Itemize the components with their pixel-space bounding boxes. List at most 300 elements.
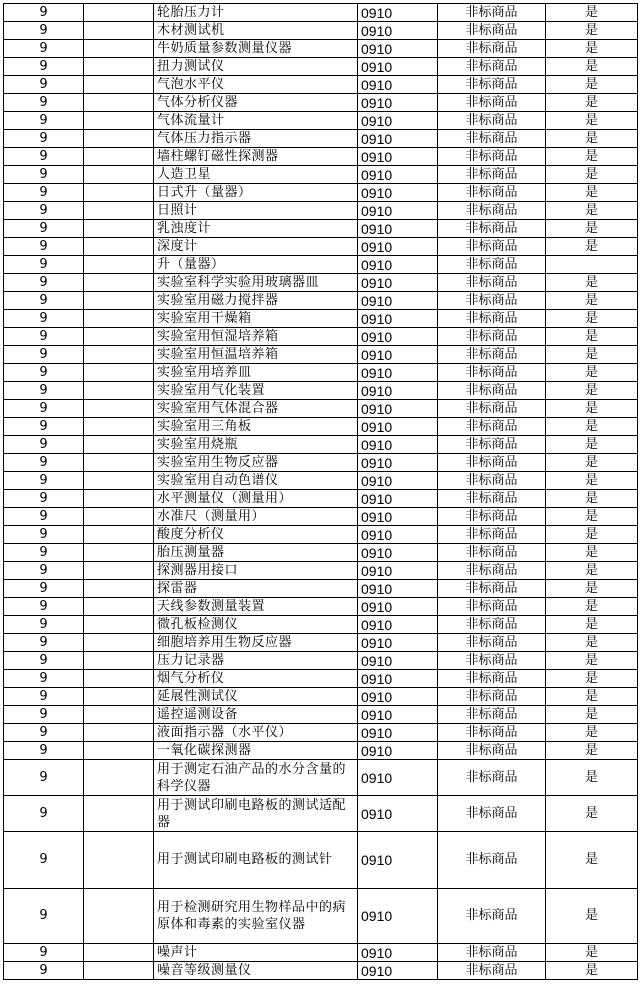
table-row [4, 832, 638, 889]
blank-cell [84, 202, 154, 220]
blank-cell [84, 382, 154, 400]
flag-cell [546, 256, 638, 274]
product-name-cell: 实验室用自动色谱仪 [154, 472, 358, 490]
blank-cell [84, 346, 154, 364]
class-code-cell: 0910 [358, 130, 438, 148]
product-type-cell: 非标商品 [438, 670, 546, 688]
flag-cell: 是 [546, 418, 638, 436]
category-number-cell: 9 [4, 94, 84, 112]
product-type-cell: 非标商品 [438, 184, 546, 202]
blank-cell [84, 400, 154, 418]
category-number-cell: 9 [4, 148, 84, 166]
flag-cell: 是 [546, 688, 638, 706]
blank-cell [84, 328, 154, 346]
product-name-cell: 日照计 [154, 202, 358, 220]
blank-cell [84, 796, 154, 832]
flag-cell: 是 [546, 166, 638, 184]
product-type-cell: 非标商品 [438, 490, 546, 508]
product-name-cell: 气泡水平仪 [154, 76, 358, 94]
class-code-cell: 0910 [358, 256, 438, 274]
product-name-cell: 扭力测试仪 [154, 58, 358, 76]
blank-cell [84, 4, 154, 22]
category-number-cell: 9 [4, 634, 84, 652]
category-number-cell: 9 [4, 688, 84, 706]
product-name-cell: 探雷器 [154, 580, 358, 598]
class-code-cell: 0910 [358, 742, 438, 760]
product-name-cell: 用于检测研究用生物样品中的病原体和毒素的实验室仪器 [154, 889, 358, 944]
table-row [4, 58, 638, 76]
category-number-cell: 9 [4, 454, 84, 472]
category-number-cell: 9 [4, 292, 84, 310]
product-type-cell: 非标商品 [438, 94, 546, 112]
category-number-cell: 9 [4, 580, 84, 598]
product-name-cell: 实验室用干燥箱 [154, 310, 358, 328]
blank-cell [84, 454, 154, 472]
class-code-cell: 0910 [358, 220, 438, 238]
product-name-cell: 气体压力指示器 [154, 130, 358, 148]
flag-cell: 是 [546, 238, 638, 256]
table-row [4, 688, 638, 706]
class-code-cell: 0910 [358, 706, 438, 724]
table-row [4, 364, 638, 382]
flag-cell: 是 [546, 94, 638, 112]
product-name-cell: 烟气分析仪 [154, 670, 358, 688]
table-row [4, 652, 638, 670]
product-type-cell: 非标商品 [438, 4, 546, 22]
flag-cell: 是 [546, 634, 638, 652]
product-type-cell: 非标商品 [438, 508, 546, 526]
product-name-cell: 实验室科学实验用玻璃器皿 [154, 274, 358, 292]
blank-cell [84, 418, 154, 436]
class-code-cell: 0910 [358, 94, 438, 112]
class-code-cell: 0910 [358, 202, 438, 220]
blank-cell [84, 220, 154, 238]
category-number-cell: 9 [4, 4, 84, 22]
product-name-cell: 乳浊度计 [154, 220, 358, 238]
product-type-cell: 非标商品 [438, 382, 546, 400]
product-name-cell: 液面指示器（水平仪） [154, 724, 358, 742]
class-code-cell: 0910 [358, 562, 438, 580]
table-row [4, 418, 638, 436]
class-code-cell: 0910 [358, 328, 438, 346]
category-number-cell: 9 [4, 832, 84, 889]
blank-cell [84, 130, 154, 148]
blank-cell [84, 472, 154, 490]
product-type-cell: 非标商品 [438, 130, 546, 148]
class-code-cell: 0910 [358, 634, 438, 652]
category-number-cell: 9 [4, 796, 84, 832]
blank-cell [84, 944, 154, 962]
category-number-cell: 9 [4, 130, 84, 148]
class-code-cell: 0910 [358, 274, 438, 292]
flag-cell: 是 [546, 616, 638, 634]
flag-cell: 是 [546, 832, 638, 889]
blank-cell [84, 760, 154, 796]
product-name-cell: 实验室用磁力搅拌器 [154, 292, 358, 310]
class-code-cell: 0910 [358, 418, 438, 436]
category-number-cell: 9 [4, 490, 84, 508]
table-row [4, 94, 638, 112]
flag-cell: 是 [546, 706, 638, 724]
blank-cell [84, 508, 154, 526]
product-name-cell: 实验室用生物反应器 [154, 454, 358, 472]
class-code-cell: 0910 [358, 616, 438, 634]
table-row [4, 472, 638, 490]
category-number-cell: 9 [4, 220, 84, 238]
product-type-cell: 非标商品 [438, 944, 546, 962]
flag-cell: 是 [546, 274, 638, 292]
flag-cell: 是 [546, 724, 638, 742]
flag-cell: 是 [546, 364, 638, 382]
class-code-cell: 0910 [358, 598, 438, 616]
category-number-cell: 9 [4, 310, 84, 328]
table-row [4, 634, 638, 652]
flag-cell: 是 [546, 220, 638, 238]
category-number-cell: 9 [4, 58, 84, 76]
table-row [4, 76, 638, 94]
table-row [4, 40, 638, 58]
class-code-cell: 0910 [358, 76, 438, 94]
blank-cell [84, 562, 154, 580]
flag-cell: 是 [546, 328, 638, 346]
category-number-cell: 9 [4, 616, 84, 634]
category-number-cell: 9 [4, 202, 84, 220]
category-number-cell: 9 [4, 418, 84, 436]
table-row [4, 238, 638, 256]
class-code-cell: 0910 [358, 238, 438, 256]
category-number-cell: 9 [4, 944, 84, 962]
flag-cell: 是 [546, 130, 638, 148]
table-row [4, 760, 638, 796]
product-type-cell: 非标商品 [438, 562, 546, 580]
category-number-cell: 9 [4, 274, 84, 292]
table-row [4, 562, 638, 580]
product-type-cell: 非标商品 [438, 706, 546, 724]
blank-cell [84, 94, 154, 112]
class-code-cell: 0910 [358, 148, 438, 166]
product-name-cell: 细胞培养用生物反应器 [154, 634, 358, 652]
flag-cell: 是 [546, 148, 638, 166]
flag-cell: 是 [546, 58, 638, 76]
class-code-cell: 0910 [358, 436, 438, 454]
blank-cell [84, 652, 154, 670]
product-type-cell: 非标商品 [438, 634, 546, 652]
product-name-cell: 气体流量计 [154, 112, 358, 130]
flag-cell: 是 [546, 310, 638, 328]
product-type-cell: 非标商品 [438, 760, 546, 796]
class-code-cell: 0910 [358, 670, 438, 688]
class-code-cell: 0910 [358, 944, 438, 962]
product-type-cell: 非标商品 [438, 310, 546, 328]
product-classification-table [3, 3, 638, 980]
product-type-cell: 非标商品 [438, 418, 546, 436]
flag-cell: 是 [546, 400, 638, 418]
class-code-cell: 0910 [358, 760, 438, 796]
category-number-cell: 9 [4, 166, 84, 184]
blank-cell [84, 526, 154, 544]
class-code-cell: 0910 [358, 962, 438, 980]
blank-cell [84, 742, 154, 760]
blank-cell [84, 112, 154, 130]
blank-cell [84, 364, 154, 382]
class-code-cell: 0910 [358, 4, 438, 22]
product-type-cell: 非标商品 [438, 544, 546, 562]
table-row [4, 598, 638, 616]
product-name-cell: 木材测试机 [154, 22, 358, 40]
category-number-cell: 9 [4, 526, 84, 544]
table-row [4, 490, 638, 508]
class-code-cell: 0910 [358, 796, 438, 832]
class-code-cell: 0910 [358, 580, 438, 598]
product-type-cell: 非标商品 [438, 962, 546, 980]
blank-cell [84, 436, 154, 454]
table-row [4, 889, 638, 944]
product-name-cell: 实验室用恒温培养箱 [154, 346, 358, 364]
flag-cell: 是 [546, 22, 638, 40]
product-name-cell: 用于测试印刷电路板的测试适配器 [154, 796, 358, 832]
product-name-cell: 压力记录器 [154, 652, 358, 670]
blank-cell [84, 670, 154, 688]
flag-cell: 是 [546, 889, 638, 944]
flag-cell: 是 [546, 436, 638, 454]
product-name-cell: 遥控遥测设备 [154, 706, 358, 724]
table-row [4, 130, 638, 148]
class-code-cell: 0910 [358, 652, 438, 670]
category-number-cell: 9 [4, 742, 84, 760]
table-row [4, 796, 638, 832]
class-code-cell: 0910 [358, 508, 438, 526]
flag-cell: 是 [546, 670, 638, 688]
product-name-cell: 人造卫星 [154, 166, 358, 184]
product-type-cell: 非标商品 [438, 274, 546, 292]
product-type-cell: 非标商品 [438, 202, 546, 220]
product-type-cell: 非标商品 [438, 616, 546, 634]
product-name-cell: 一氧化碳探测器 [154, 742, 358, 760]
blank-cell [84, 544, 154, 562]
flag-cell: 是 [546, 454, 638, 472]
category-number-cell: 9 [4, 724, 84, 742]
table-row [4, 436, 638, 454]
category-number-cell: 9 [4, 598, 84, 616]
product-type-cell: 非标商品 [438, 364, 546, 382]
category-number-cell: 9 [4, 328, 84, 346]
flag-cell: 是 [546, 742, 638, 760]
table-row [4, 944, 638, 962]
class-code-cell: 0910 [358, 526, 438, 544]
blank-cell [84, 238, 154, 256]
class-code-cell: 0910 [358, 292, 438, 310]
product-name-cell: 升（量器） [154, 256, 358, 274]
product-type-cell: 非标商品 [438, 328, 546, 346]
blank-cell [84, 598, 154, 616]
flag-cell: 是 [546, 944, 638, 962]
flag-cell: 是 [546, 382, 638, 400]
table-row [4, 22, 638, 40]
table-row [4, 706, 638, 724]
class-code-cell: 0910 [358, 22, 438, 40]
product-name-cell: 实验室用气体混合器 [154, 400, 358, 418]
product-type-cell: 非标商品 [438, 454, 546, 472]
product-type-cell: 非标商品 [438, 742, 546, 760]
category-number-cell: 9 [4, 706, 84, 724]
product-type-cell: 非标商品 [438, 238, 546, 256]
product-type-cell: 非标商品 [438, 832, 546, 889]
blank-cell [84, 616, 154, 634]
category-number-cell: 9 [4, 184, 84, 202]
flag-cell: 是 [546, 202, 638, 220]
blank-cell [84, 292, 154, 310]
product-type-cell: 非标商品 [438, 436, 546, 454]
flag-cell: 是 [546, 292, 638, 310]
class-code-cell: 0910 [358, 724, 438, 742]
product-name-cell: 实验室用培养皿 [154, 364, 358, 382]
table-row [4, 292, 638, 310]
class-code-cell: 0910 [358, 310, 438, 328]
table-row [4, 580, 638, 598]
flag-cell: 是 [546, 4, 638, 22]
category-number-cell: 9 [4, 238, 84, 256]
table-row [4, 328, 638, 346]
class-code-cell: 0910 [358, 454, 438, 472]
product-type-cell: 非标商品 [438, 58, 546, 76]
class-code-cell: 0910 [358, 472, 438, 490]
table-row [4, 544, 638, 562]
category-number-cell: 9 [4, 508, 84, 526]
blank-cell [84, 634, 154, 652]
category-number-cell: 9 [4, 400, 84, 418]
product-name-cell: 用于测试印刷电路板的测试针 [154, 832, 358, 889]
flag-cell: 是 [546, 76, 638, 94]
product-type-cell: 非标商品 [438, 472, 546, 490]
category-number-cell: 9 [4, 962, 84, 980]
flag-cell: 是 [546, 346, 638, 364]
product-name-cell: 胎压测量器 [154, 544, 358, 562]
table-row [4, 724, 638, 742]
class-code-cell: 0910 [358, 544, 438, 562]
table-row [4, 616, 638, 634]
category-number-cell: 9 [4, 40, 84, 58]
class-code-cell: 0910 [358, 688, 438, 706]
blank-cell [84, 724, 154, 742]
product-type-cell: 非标商品 [438, 598, 546, 616]
class-code-cell: 0910 [358, 832, 438, 889]
flag-cell: 是 [546, 652, 638, 670]
flag-cell: 是 [546, 760, 638, 796]
flag-cell: 是 [546, 472, 638, 490]
product-type-cell: 非标商品 [438, 652, 546, 670]
category-number-cell: 9 [4, 760, 84, 796]
product-type-cell: 非标商品 [438, 220, 546, 238]
product-type-cell: 非标商品 [438, 148, 546, 166]
product-type-cell: 非标商品 [438, 688, 546, 706]
blank-cell [84, 166, 154, 184]
product-name-cell: 实验室用恒湿培养箱 [154, 328, 358, 346]
table-row [4, 112, 638, 130]
product-name-cell: 墙柱螺钉磁性探测器 [154, 148, 358, 166]
blank-cell [84, 76, 154, 94]
category-number-cell: 9 [4, 22, 84, 40]
category-number-cell: 9 [4, 889, 84, 944]
product-name-cell: 实验室用烧瓶 [154, 436, 358, 454]
product-name-cell: 噪音等级测量仪 [154, 962, 358, 980]
product-name-cell: 深度计 [154, 238, 358, 256]
blank-cell [84, 22, 154, 40]
class-code-cell: 0910 [358, 184, 438, 202]
blank-cell [84, 310, 154, 328]
product-type-cell: 非标商品 [438, 400, 546, 418]
table-row [4, 454, 638, 472]
product-type-cell: 非标商品 [438, 40, 546, 58]
product-type-cell: 非标商品 [438, 166, 546, 184]
product-name-cell: 用于测定石油产品的水分含量的科学仪器 [154, 760, 358, 796]
blank-cell [84, 832, 154, 889]
product-name-cell: 日式升（量器） [154, 184, 358, 202]
blank-cell [84, 889, 154, 944]
class-code-cell: 0910 [358, 346, 438, 364]
blank-cell [84, 40, 154, 58]
blank-cell [84, 148, 154, 166]
table-row [4, 670, 638, 688]
product-name-cell: 实验室用三角板 [154, 418, 358, 436]
flag-cell: 是 [546, 40, 638, 58]
category-number-cell: 9 [4, 112, 84, 130]
category-number-cell: 9 [4, 76, 84, 94]
product-name-cell: 探测器用接口 [154, 562, 358, 580]
class-code-cell: 0910 [358, 400, 438, 418]
product-type-cell: 非标商品 [438, 256, 546, 274]
blank-cell [84, 706, 154, 724]
class-code-cell: 0910 [358, 382, 438, 400]
blank-cell [84, 490, 154, 508]
product-name-cell: 微孔板检测仪 [154, 616, 358, 634]
table-row [4, 4, 638, 22]
product-name-cell: 实验室用气化装置 [154, 382, 358, 400]
table-row [4, 148, 638, 166]
flag-cell: 是 [546, 562, 638, 580]
table-row [4, 184, 638, 202]
product-name-cell: 水平测量仪（测量用） [154, 490, 358, 508]
category-number-cell: 9 [4, 562, 84, 580]
flag-cell: 是 [546, 544, 638, 562]
blank-cell [84, 58, 154, 76]
blank-cell [84, 184, 154, 202]
product-name-cell: 气体分析仪器 [154, 94, 358, 112]
product-type-cell: 非标商品 [438, 580, 546, 598]
blank-cell [84, 962, 154, 980]
product-type-cell: 非标商品 [438, 889, 546, 944]
flag-cell: 是 [546, 184, 638, 202]
table-row [4, 526, 638, 544]
class-code-cell: 0910 [358, 889, 438, 944]
table-row [4, 256, 638, 274]
flag-cell: 是 [546, 598, 638, 616]
product-type-cell: 非标商品 [438, 292, 546, 310]
blank-cell [84, 274, 154, 292]
product-type-cell: 非标商品 [438, 112, 546, 130]
class-code-cell: 0910 [358, 166, 438, 184]
flag-cell: 是 [546, 490, 638, 508]
category-number-cell: 9 [4, 364, 84, 382]
table-row [4, 310, 638, 328]
product-type-cell: 非标商品 [438, 526, 546, 544]
class-code-cell: 0910 [358, 490, 438, 508]
product-name-cell: 水准尺（测量用） [154, 508, 358, 526]
category-number-cell: 9 [4, 346, 84, 364]
product-name-cell: 牛奶质量参数测量仪器 [154, 40, 358, 58]
flag-cell: 是 [546, 112, 638, 130]
blank-cell [84, 256, 154, 274]
blank-cell [84, 688, 154, 706]
